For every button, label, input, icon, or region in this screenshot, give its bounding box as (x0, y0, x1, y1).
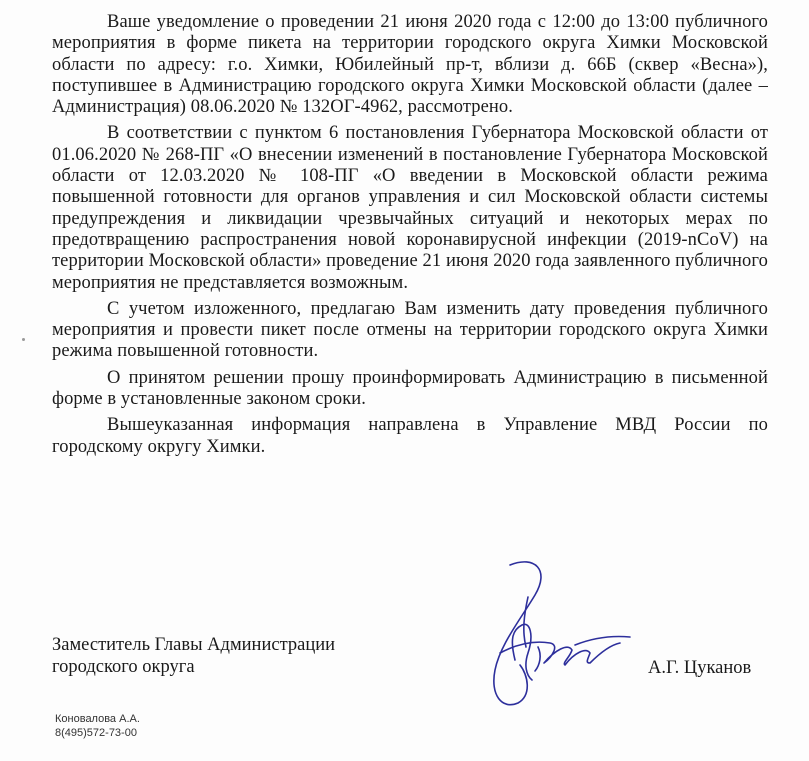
handwritten-signature-icon (440, 535, 640, 735)
paragraph-legal-basis: В соответствии с пунктом 6 постановления Губернатора Московской области от 01.06.2020 № 268-ПГ «О внесении изменений в постановление Губернатора Московской области от 12.03.2020 № 108-ПГ «О введении в Московской области режима повышенной готовности для органов управления и сил Московской области системы предупреждения и ликвидации чрезвычайных ситуаций и некоторых мерах по предотвращению распространения новой коронавирусной инфекции (2019-nCoV) на территории Московской области» проведение 21 июня 2020 года заявленного публичного мероприятия не представляется возможным. (52, 123, 768, 293)
paragraph-notification: Ваше уведомление о проведении 21 июня 2020 года с 12:00 до 13:00 публичного мероприятия в форме пикета на территории городского округа Химки Московской области по адресу: г.о. Химки, Юбилейный пр-т, вблизи д. 66Б (сквер «Весна»), поступившее в Администрацию городского округа Химки Московской области (далее – Администрация) 08.06.2020 № 132ОГ-4962, рассмотрено. (52, 12, 768, 118)
paragraph-request: О принятом решении прошу проинформировать Администрацию в письменной форме в установленные законом сроки. (52, 367, 768, 410)
letter-body (52, 12, 768, 463)
signer-name: А.Г. Цуканов (648, 658, 752, 678)
executor-phone: 8(495)572-73-00 (55, 727, 137, 739)
paragraph-proposal: С учетом изложенного, предлагаю Вам изменить дату проведения публичного мероприятия и провести пикет после отмены на территории городского округа Химки режима повышенной готовности. (52, 298, 768, 362)
executor-info (55, 712, 140, 740)
scan-artifact (22, 338, 25, 341)
signer-position (52, 634, 335, 678)
executor-name: Коновалова А.А. (55, 713, 140, 725)
signer-position-line2: городского округа (52, 657, 195, 677)
signer-position-line1: Заместитель Главы Администрации (52, 635, 336, 655)
paragraph-notice: Вышеуказанная информация направлена в Управление МВД России по городскому округу Химки. (52, 415, 768, 457)
